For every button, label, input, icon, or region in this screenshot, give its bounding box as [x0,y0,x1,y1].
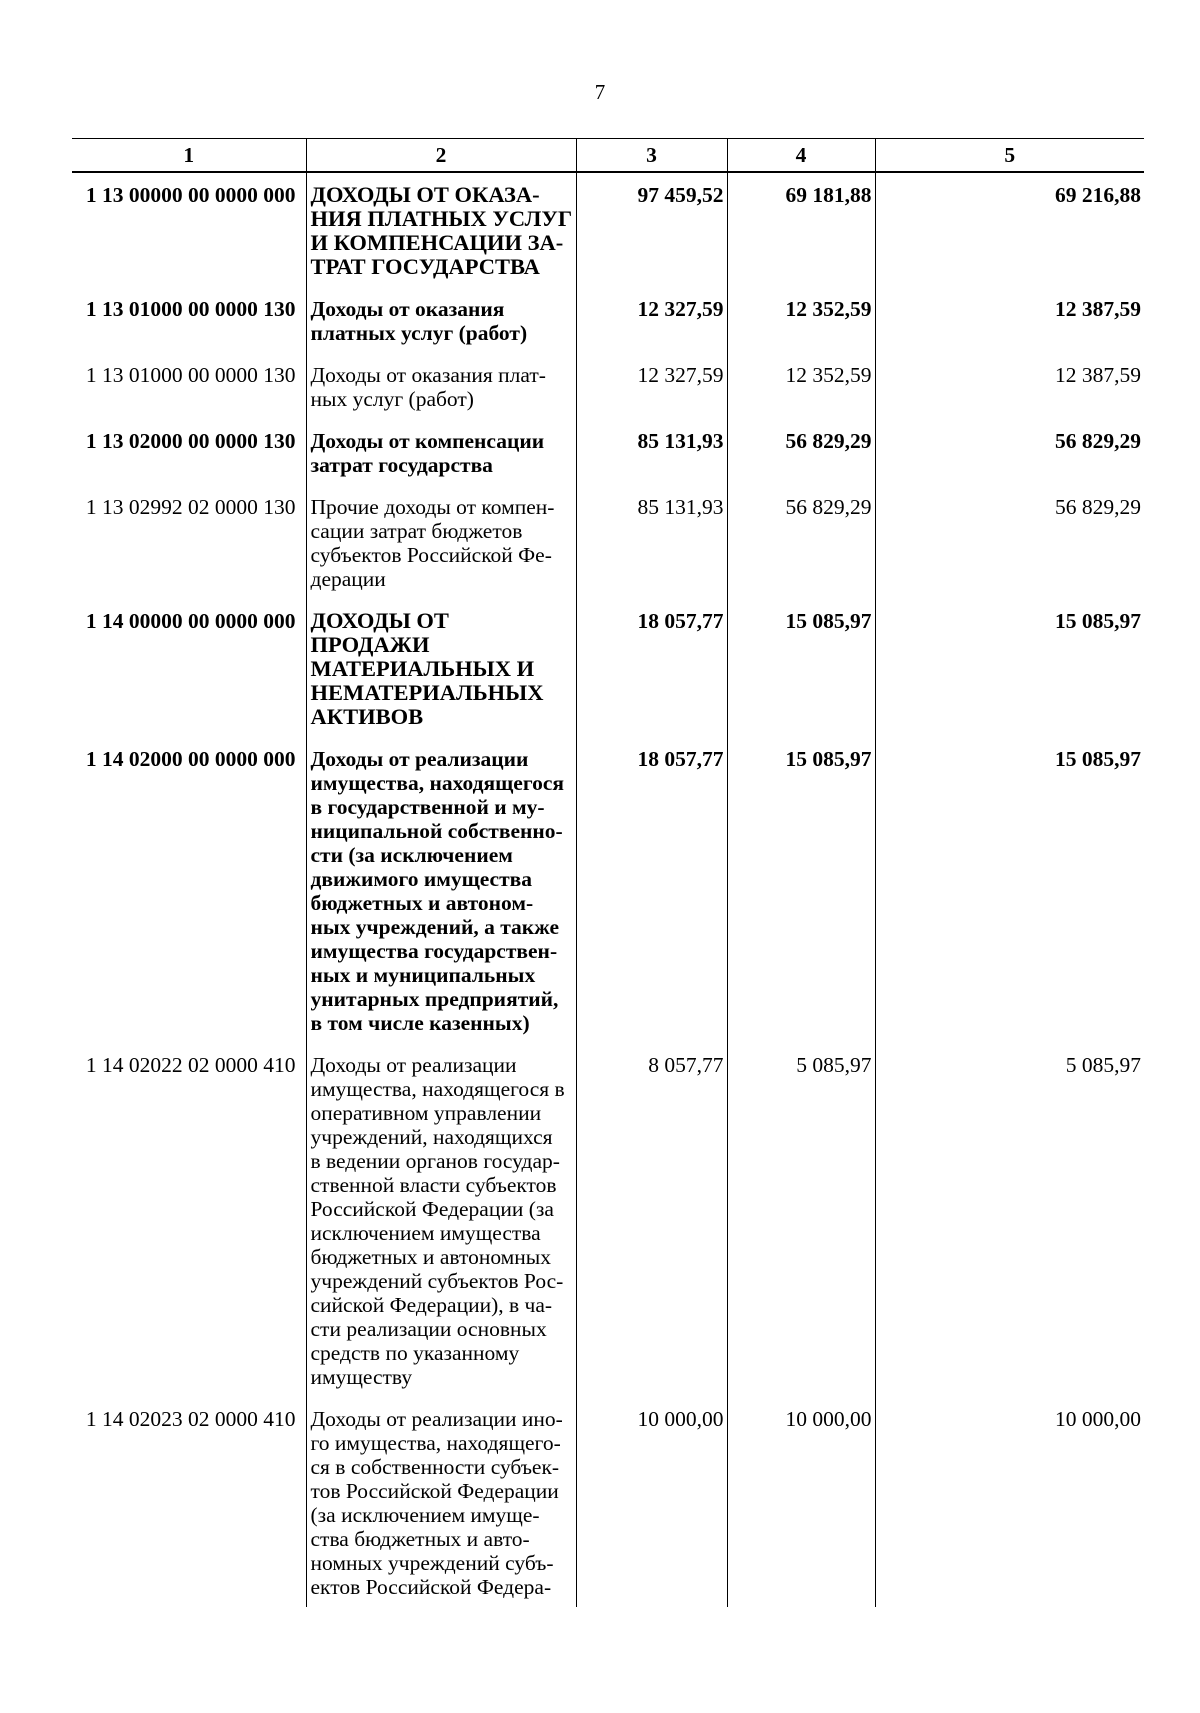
budget-code-cell: 1 13 02992 02 0000 130 [85,495,296,519]
value-col5-cell: 12 387,59 [875,353,1144,419]
value-col4-cell: 69 181,88 [727,172,875,287]
page-number: 7 [594,80,606,104]
value-col3-cell: 97 459,52 [576,172,727,287]
value-col5-cell: 69 216,88 [875,172,1144,287]
budget-code-cell: 1 14 02022 02 0000 410 [85,1053,296,1077]
table-body [72,172,1144,1607]
column-header-2: 2 [306,139,576,173]
revenue-name-cell: Доходы от реализации имущества, находящегося в государственной и му- ниципальной собственно- сти (за исключением движимого имущества бюджетных и автоном- ных учреждений, а также имущества государствен- ных и муниципальных унитарных предприятий, в том числе казенных) [306,737,576,1043]
value-col4-cell: 5 085,97 [727,1043,875,1397]
revenue-name-cell: Доходы от реализации имущества, находящегося в оперативном управлении учреждений, находящихся в ведении органов государ- ственной власти субъектов Российской Федерации (за исключением имущества бюджетных и автономных учреждений субъектов Рос- сийской Федерации), в ча- сти реализации основных средств по указанному имуществу [306,1043,576,1397]
value-col3-cell: 18 057,77 [576,737,727,1043]
value-col3-cell: 12 327,59 [576,353,727,419]
table-row [72,419,1144,485]
value-col3-cell: 12 327,59 [576,287,727,353]
budget-code-cell: 1 13 00000 00 0000 000 [85,183,296,207]
value-col4-cell: 10 000,00 [727,1397,875,1607]
revenue-name-cell: Доходы от оказания плат- ных услуг (работ) [306,353,576,419]
table-header [72,139,1144,173]
budget-code-cell: 1 13 01000 00 0000 130 [85,363,296,387]
value-col4-cell: 15 085,97 [727,737,875,1043]
column-header-4: 4 [727,139,875,173]
budget-code-cell: 1 13 02000 00 0000 130 [85,429,296,453]
table-row [72,287,1144,353]
table-row [72,737,1144,1043]
budget-code-cell: 1 14 02000 00 0000 000 [85,747,296,771]
value-col4-cell: 56 829,29 [727,485,875,599]
value-col4-cell: 15 085,97 [727,599,875,737]
value-col5-cell: 56 829,29 [875,485,1144,599]
table-row [72,485,1144,599]
column-header-5: 5 [875,139,1144,173]
table-row [72,353,1144,419]
value-col3-cell: 18 057,77 [576,599,727,737]
revenue-name-cell: ДОХОДЫ ОТ ОКАЗА- НИЯ ПЛАТНЫХ УСЛУГ И КОМПЕНСАЦИИ ЗА- ТРАТ ГОСУДАРСТВА [306,172,576,287]
value-col5-cell: 5 085,97 [875,1043,1144,1397]
table-row [72,599,1144,737]
revenue-name-cell: Доходы от реализации ино- го имущества, находящего- ся в собственности субъек- тов Российской Федерации (за исключением имуще- ства бюджетных и авто- номных учреждений субъ- ектов Российской Федера- [306,1397,576,1607]
value-col5-cell: 10 000,00 [875,1397,1144,1607]
value-col3-cell: 10 000,00 [576,1397,727,1607]
value-col4-cell: 12 352,59 [727,353,875,419]
table-row [72,1397,1144,1607]
revenue-name-cell: Доходы от оказания платных услуг (работ) [306,287,576,353]
budget-code-cell: 1 14 02023 02 0000 410 [85,1407,296,1431]
value-col4-cell: 56 829,29 [727,419,875,485]
value-col5-cell: 12 387,59 [875,287,1144,353]
value-col3-cell: 8 057,77 [576,1043,727,1397]
value-col3-cell: 85 131,93 [576,485,727,599]
value-col3-cell: 85 131,93 [576,419,727,485]
value-col5-cell: 15 085,97 [875,737,1144,1043]
value-col4-cell: 12 352,59 [727,287,875,353]
column-header-1: 1 [72,139,306,173]
revenue-name-cell: ДОХОДЫ ОТ ПРОДАЖИ МАТЕРИАЛЬНЫХ И НЕМАТЕРИАЛЬНЫХ АКТИВОВ [306,599,576,737]
value-col5-cell: 15 085,97 [875,599,1144,737]
table-row [72,1043,1144,1397]
header-row [72,139,1144,173]
revenue-name-cell: Прочие доходы от компен- сации затрат бюджетов субъектов Российской Фе- дерации [306,485,576,599]
budget-code-cell: 1 13 01000 00 0000 130 [85,297,296,321]
budget-code-cell: 1 14 00000 00 0000 000 [85,609,296,633]
revenue-name-cell: Доходы от компенсации затрат государства [306,419,576,485]
column-header-3: 3 [576,139,727,173]
revenue-table [72,138,1144,1607]
table-row [72,172,1144,287]
value-col5-cell: 56 829,29 [875,419,1144,485]
